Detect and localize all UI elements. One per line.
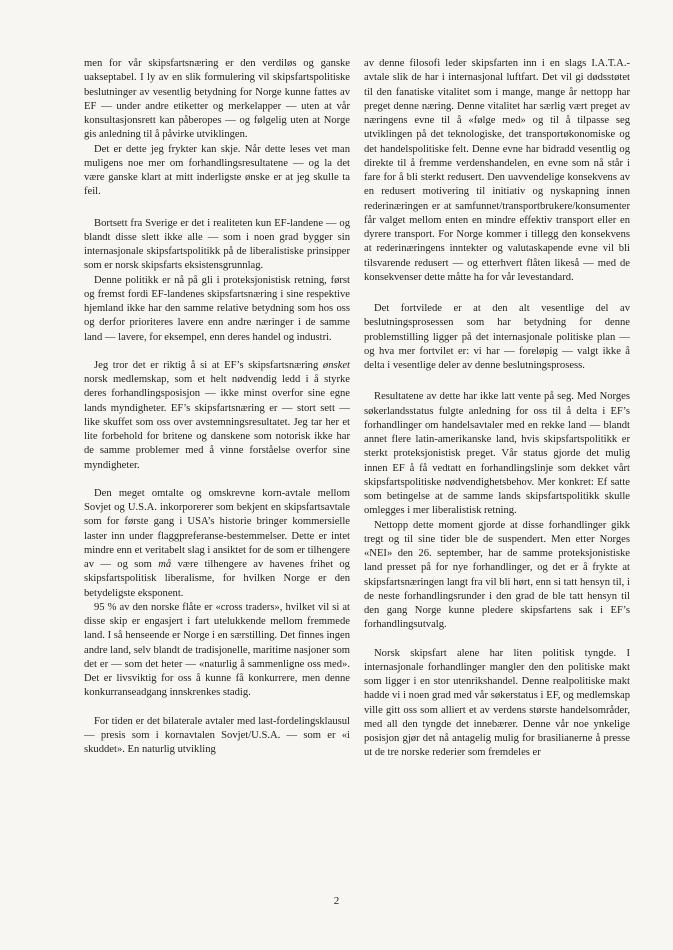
paragraph: av denne filosofi leder skipsfarten inn i en slags I.A.T.A.-avtale slik de har i internasjonal luftfart. Det vil gi dødsstøtet til den fanatiske vitalitet som i mange, mange år nettopp har preget denne næring. Denne vitalitet har særlig vært preget av næringens evne til å «følge med» og til å tilpasse seg utviklingen på det teknologiske, det transportøkonomiske og det handelspolitiske felt. Denne evne har bidradd vesentlig og direkte til å fremme verdenshandelen, en evne som nå står i fare for å bli sterkt redusert. Den uavvendelige konsekvens av en redusert motivering til initiativ og nyskapning innen rederinæringen er at samfunnet/transportbrukere/konsumenter får valget mellom enten en mindre effektiv transport eller en dyrere transport. For Norge kommer i tillegg den konsekvens at rederinæringens inntekter og valutaskapende evne vil bli tilsvarende redusert — og etterhvert flåten likeså — med de konsekvenser dette måtte ha for vår levestandard. <box>364 58 630 283</box>
paragraph <box>84 359 350 473</box>
paragraph-text: være tilhengere av havenes frihet og skipsfartspolitisk liberalisme, for hvilken Norge er den betydeligste eksponent. <box>84 559 350 599</box>
paragraph: For tiden er det bilaterale avtaler med last-fordelingsklausul — presis som i kornavtalen Sovjet/U.S.A. — som er «i skuddet». En naturlig utvikling <box>84 715 350 755</box>
emphasis-text: ønsket <box>322 359 350 371</box>
right-column <box>364 57 630 761</box>
paragraph: Det er dette jeg frykter kan skje. Når dette leses vet man muligens noe mer om forhandlingsresultatene — og la det være ganske klart at mitt inderligste ønske er at jeg skulle ta feil. <box>84 143 350 198</box>
paragraph: Bortsett fra Sverige er det i realiteten kun EF-landene — og blandt disse slett ikke alle — som i noen grad bygger sin internasjonale skipsfartspolitikk på de liberalistiske prinsipper som er norsk skipsfarts eksistensgrunnlag. <box>84 217 350 272</box>
paragraph: Nettopp dette moment gjorde at disse forhandlinger gikk tregt og til sine tider ble de suspendert. Men etter Norges «NEI» den 26. september, har de samme proteksjonistiske land presset på for nye forhandlinger, og det er å frykte at skipsfartsnæringen langt fra vil bli hørt, enn si tatt hensyn til, i de neste forhandlingsrunder i den grad de ble tatt hensyn til den gang Norge kunne pledere skipsfartens sak i EF’s forhandlingsutvalg. <box>364 519 630 631</box>
left-column <box>84 57 350 757</box>
page-number: 2 <box>333 895 340 907</box>
paragraph: Denne politikk er nå på gli i proteksjonistisk retning, først og fremst fordi EF-landenes skipsfartsnæring i sine respektive hjemland ikke har den samme relative betydning som hos oss og derfor prioriteres lavere enn andre næringer i de samme land — lavere, for eksempel, enn deres handel og industri. <box>84 274 350 343</box>
paragraph: Norsk skipsfart alene har liten politisk tyngde. I internasjonale forhandlinger mangler den den politiske makt som ligger i en stor utenrikshandel. Denne realpolitiske makt hadde vi i noen grad med vår søkerstatus i EF, og medlemskap ville gitt oss som alliert et av verdens største handelsområder, med all den tyngde det innebærer. Denne vår noe ynkelige posisjon gjør det nå antagelig mulig for brasilianerne å presse ut de tre norske rederier som fremdeles er <box>364 647 630 759</box>
paragraph: Det fortvilede er at den alt vesentlige del av beslutningsprosessen som har betydning for denne problemstilling ligger på det internasjonale politiske plan — og hva mer fortvilet er: vi har — foreløpig — valgt ikke å delta i vesentlige deler av denne beslutningsprosess. <box>364 303 630 371</box>
paragraph: Resultatene av dette har ikke latt vente på seg. Med Norges søkerlandsstatus fulgte anledning for oss til å delta i EF’s forhandlinger om handelsavtaler med en rekke land — blandt annet flere latin-amerikanske land, hvis skipsfartspolitikk er sterkt proteksjonistisk preget. Vår status gjorde det mulig innen EF å få vedtatt en forhandlingslinje som dekket vårt skipsfartspolitiske nødvendighetsbehov. Mer konkret: Ef satte som betingelse at de samme lands skipsfartspolitikk skulle omlegges i mer liberalistisk retning. <box>364 391 630 517</box>
paragraph: 95 % av den norske flåte er «cross traders», hvilket vil si at disse skip er engasjert i fart utelukkende mellom fremmede land. I så henseende er Norge i en særstilling. Det finnes ingen andre land, selv blandt de tradisjonelle, maritime nasjoner som det er — som det heter — «naturlig å sammenligne oss med». Det er livsviktig for oss å kunne få konkurrere, men denne konkurranseadgang innskrenkes stadig. <box>84 601 350 699</box>
paragraph-text: Jeg tror det er riktig å si at EF’s skipsfartsnæring <box>94 359 323 371</box>
paragraph: men for vår skipsfartsnæring er den verdiløs og ganske uakseptabel. I ly av en slik formulering vil skipsfartspolitiske beslutninger av vesentlig betydning for Norge kunne fattes av EF — under andre etiketter og merkelapper — uten at vår konsultasjonsrett kan påberopes — og følgelig uten at Norge gis anledning til å påvirke utviklingen. <box>84 58 350 141</box>
paragraph-text: Den meget omtalte og omskrevne korn-avtale mellom Sovjet og U.S.A. inkorporerer som bekjent en skipsfartsavtale som for første gang i USA’s historie bringer kommersielle laster inn under flaggpreferanse-bestemmelser. Dette er intet mindre enn et veritabelt slag i ansiktet for de som er tilhengere av — og som <box>84 487 350 570</box>
paragraph-text: norsk medlemskap, som et helt nødvendig ledd i å styrke deres forhandlingsposisjon — ikke minst overfor sine egne lands myndigheter. EF’s skipsfartsnæring er — stort sett — like skuffet som oss over avstemningsresultatet. Jeg tar her et lite forbehold for britene og danskene som notorisk ikke har de samme problemer med å vinne forståelse overfor sine myndigheter. <box>84 374 350 471</box>
emphasis-text: må <box>158 559 172 570</box>
paragraph <box>84 487 350 601</box>
